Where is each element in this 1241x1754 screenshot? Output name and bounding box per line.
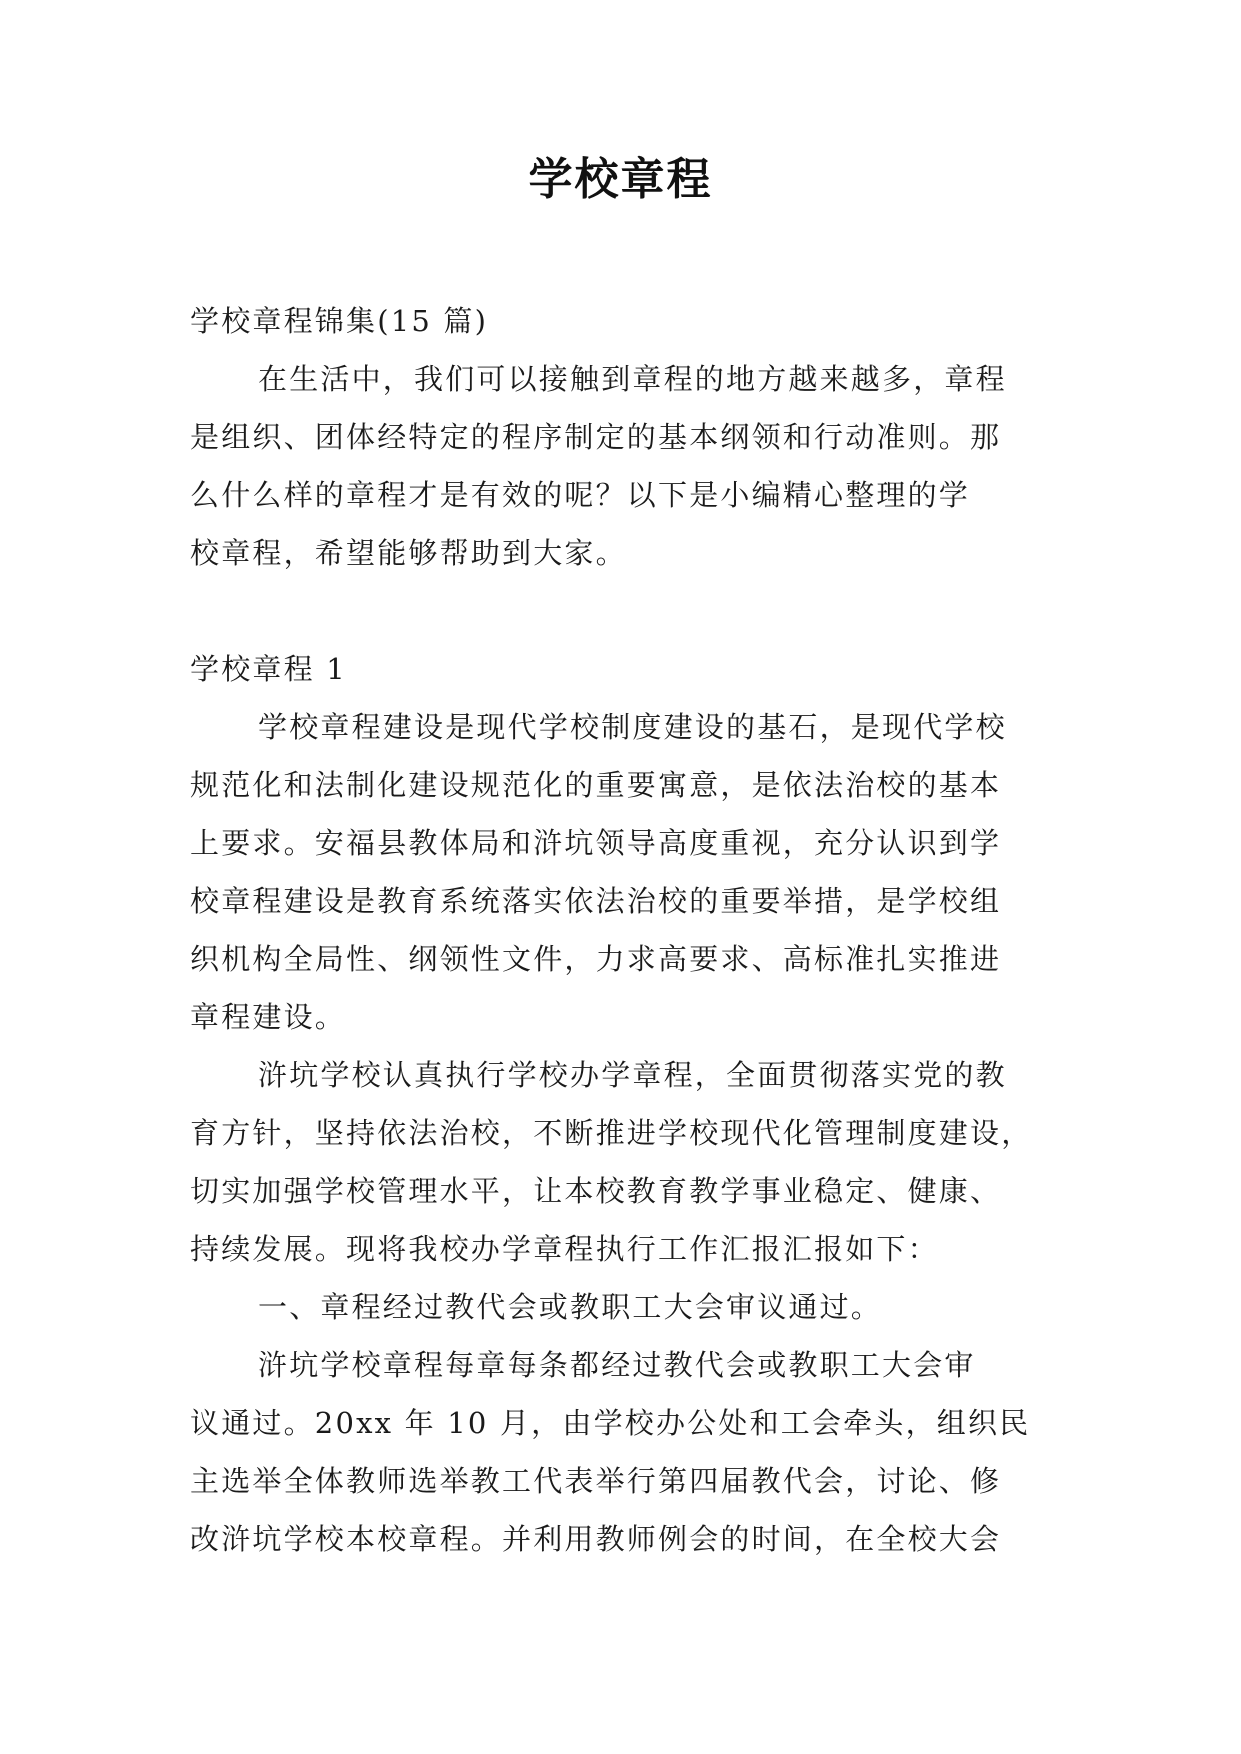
- paragraph-line: 育方针，坚持依法治校，不断推进学校现代化管理制度建设，: [190, 1116, 1033, 1150]
- paragraph: [190, 698, 1060, 1046]
- paragraph-line: 切实加强学校管理水平，让本校教育教学事业稳定、健康、: [190, 1174, 1002, 1208]
- paragraph-line: 上要求。安福县教体局和浒坑领导高度重视，充分认识到学: [190, 826, 1002, 860]
- paragraph-line: 浒坑学校认真执行学校办学章程，全面贯彻落实党的教: [258, 1058, 1007, 1092]
- paragraph-line: 么什么样的章程才是有效的呢？以下是小编精心整理的学: [190, 478, 971, 512]
- paragraph-line: 规范化和法制化建设规范化的重要寓意，是依法治校的基本: [190, 768, 1002, 802]
- paragraph-line: 织机构全局性、纲领性文件，力求高要求、高标准扎实推进: [190, 942, 1002, 976]
- paragraph-line: 学校章程建设是现代学校制度建设的基石，是现代学校: [258, 710, 1007, 744]
- document-title: 学校章程: [528, 154, 713, 205]
- heading-text: 学校章程锦集(15 篇): [190, 304, 489, 338]
- paragraph: [190, 1278, 1060, 1336]
- paragraph-line: 是组织、团体经特定的程序制定的基本纲领和行动准则。那: [190, 420, 1002, 454]
- paragraph-line: 校章程，希望能够帮助到大家。: [190, 536, 627, 570]
- paragraph-line: 议通过。20xx 年 10 月，由学校办公处和工会牵头，组织民: [190, 1406, 1031, 1440]
- document-body: [190, 292, 1060, 1568]
- section-heading: [190, 292, 1060, 350]
- paragraph-line: 校章程建设是教育系统落实依法治校的重要举措，是学校组: [190, 884, 1002, 918]
- paragraph-line: 浒坑学校章程每章每条都经过教代会或教职工大会审: [258, 1348, 976, 1382]
- paragraph-line: 在生活中，我们可以接触到章程的地方越来越多，章程: [258, 362, 1007, 396]
- paragraph-line: 改浒坑学校本校章程。并利用教师例会的时间，在全校大会: [190, 1522, 1002, 1556]
- paragraph-line: 一、章程经过教代会或教职工大会审议通过。: [258, 1290, 883, 1324]
- paragraph-line: 持续发展。现将我校办学章程执行工作汇报汇报如下：: [190, 1232, 939, 1266]
- section-heading: [190, 640, 1060, 698]
- paragraph-line: 主选举全体教师选举教工代表举行第四届教代会，讨论、修: [190, 1464, 1002, 1498]
- section-gap: [190, 582, 1060, 640]
- heading-text: 学校章程 1: [190, 652, 347, 686]
- paragraph-line: 章程建设。: [190, 1000, 347, 1034]
- paragraph: [190, 1046, 1060, 1278]
- paragraph: [190, 1336, 1060, 1568]
- paragraph: [190, 350, 1060, 582]
